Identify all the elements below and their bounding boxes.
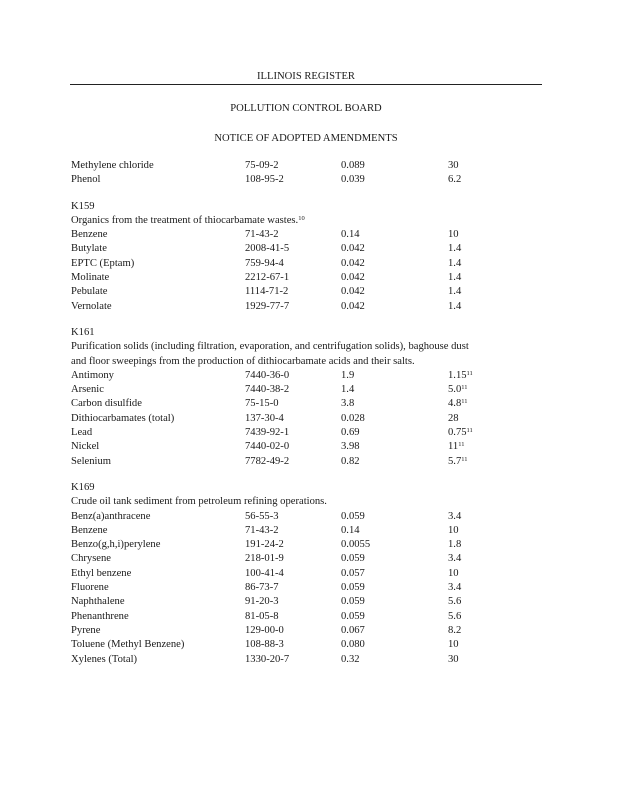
nonwastewater-cell <box>448 567 459 581</box>
section-spacer <box>71 314 546 326</box>
nonwastewater-cell <box>448 510 461 524</box>
nonwastewater-cell <box>448 412 459 426</box>
constituent-name: Fluorene <box>71 582 109 594</box>
nonwastewater-standard: 1.4 <box>448 272 462 284</box>
section-spacer <box>71 188 546 200</box>
constituent-name: Phenol <box>71 174 101 186</box>
constituent-name: Butylate <box>71 243 107 255</box>
wastewater-standard: 0.059 <box>341 582 365 594</box>
cas-number: 7439-92-1 <box>245 427 290 439</box>
constituent-name: Xylenes (Total) <box>71 653 138 665</box>
waste-description <box>71 495 546 509</box>
nonwastewater-standard: 5.6 <box>448 596 462 608</box>
table-row <box>71 581 546 595</box>
nonwastewater-cell <box>448 538 461 552</box>
table-row <box>71 383 546 397</box>
wastewater-standard: 0.059 <box>341 596 365 608</box>
wastewater-standard: 0.042 <box>341 286 365 298</box>
table-row <box>71 369 546 383</box>
constituent-name: Toluene (Methyl Benzene) <box>71 639 185 651</box>
waste-description <box>71 340 546 354</box>
waste-section <box>71 200 546 314</box>
nonwastewater-standard: 1.15 <box>448 369 467 381</box>
constituent-name: Phenanthrene <box>71 610 129 622</box>
wastewater-standard: 0.059 <box>341 610 365 622</box>
wastewater-standard: 0.69 <box>341 427 360 439</box>
wastewater-standard: 0.028 <box>341 412 365 424</box>
cas-number: 75-15-0 <box>245 398 279 410</box>
constituent-name: Dithiocarbamates (total) <box>71 412 175 424</box>
constituent-name: Pebulate <box>71 286 108 298</box>
footnote-marker: 11 <box>466 369 473 377</box>
wastewater-standard: 0.32 <box>341 653 360 665</box>
cas-number: 2212-67-1 <box>245 272 290 284</box>
register-title: ILLINOIS REGISTER <box>257 71 355 82</box>
constituent-name: Vernolate <box>71 300 112 312</box>
nonwastewater-standard: 5.0 <box>448 384 462 396</box>
nonwastewater-standard: 1.4 <box>448 286 462 298</box>
cas-number: 91-20-3 <box>245 596 279 608</box>
table-row <box>71 610 546 624</box>
table-row <box>71 426 546 440</box>
constituent-name: Benzo(g,h,i)perylene <box>71 539 161 551</box>
constituent-name: Carbon disulfide <box>71 398 142 410</box>
nonwastewater-standard: 8.2 <box>448 624 462 636</box>
waste-section <box>71 326 546 469</box>
cas-number: 129-00-0 <box>245 624 284 636</box>
cas-number: 71-43-2 <box>245 229 279 241</box>
nonwastewater-standard: 28 <box>448 412 459 424</box>
nonwastewater-standard: 1.4 <box>448 300 462 312</box>
wastewater-standard: 0.042 <box>341 272 365 284</box>
table-row <box>71 285 546 299</box>
cas-number: 759-94-4 <box>245 257 284 269</box>
cas-number: 86-73-7 <box>245 582 279 594</box>
table-row <box>71 173 546 187</box>
wastewater-standard: 0.042 <box>341 243 365 255</box>
constituent-name: Benzene <box>71 229 108 241</box>
cas-number: 1114-71-2 <box>245 286 289 298</box>
nonwastewater-cell <box>448 581 461 595</box>
cas-number: 108-95-2 <box>245 174 284 186</box>
wastewater-standard: 0.059 <box>341 553 365 565</box>
nonwastewater-cell <box>448 285 461 299</box>
table-row <box>71 228 546 242</box>
table-row <box>71 595 546 609</box>
cas-number: 218-01-9 <box>245 553 284 565</box>
nonwastewater-cell <box>448 595 461 609</box>
nonwastewater-standard: 4.8 <box>448 398 462 410</box>
wastewater-standard: 3.98 <box>341 441 360 453</box>
constituent-name: EPTC (Eptam) <box>71 257 135 269</box>
wastewater-standard: 3.8 <box>341 398 355 410</box>
nonwastewater-cell <box>448 455 468 469</box>
waste-section <box>71 481 546 667</box>
constituent-name: Pyrene <box>71 624 101 636</box>
nonwastewater-cell <box>448 653 459 667</box>
waste-code: K161 <box>71 326 95 338</box>
nonwastewater-standard: 1.4 <box>448 243 462 255</box>
nonwastewater-cell <box>448 610 461 624</box>
nonwastewater-cell <box>448 524 459 538</box>
wastewater-standard: 0.82 <box>341 455 360 467</box>
footnote-marker: 11 <box>466 427 473 435</box>
agency-title: POLLUTION CONTROL BOARD <box>230 103 382 114</box>
nonwastewater-cell <box>448 397 468 411</box>
nonwastewater-standard: 5.6 <box>448 610 462 622</box>
nonwastewater-cell <box>448 173 461 187</box>
wastewater-standard: 0.067 <box>341 624 365 636</box>
table-row <box>71 538 546 552</box>
wastewater-standard: 0.042 <box>341 300 365 312</box>
table-row <box>71 242 546 256</box>
constituent-name: Antimony <box>71 369 114 381</box>
nonwastewater-cell <box>448 426 473 440</box>
constituent-name: Ethyl benzene <box>71 567 132 579</box>
table-row <box>71 524 546 538</box>
cas-number: 7440-36-0 <box>245 369 290 381</box>
cas-number: 137-30-4 <box>245 412 284 424</box>
wastewater-standard: 0.042 <box>341 257 365 269</box>
table-row <box>71 653 546 667</box>
table-row <box>71 638 546 652</box>
footnote-marker: 10 <box>298 214 305 222</box>
table-row <box>71 510 546 524</box>
table-row <box>71 397 546 411</box>
waste-description-text: Purification solids (including filtration, evaporation, and centrifugation solids), baghouse dust <box>71 341 469 353</box>
wastewater-standard: 0.057 <box>341 567 365 579</box>
cas-number: 71-43-2 <box>245 524 279 536</box>
constituent-name: Molinate <box>71 272 110 284</box>
table-row <box>71 624 546 638</box>
constituent-name: Benzene <box>71 524 108 536</box>
nonwastewater-cell <box>448 271 461 285</box>
wastewater-standard: 0.14 <box>341 229 360 241</box>
nonwastewater-standard: 3.4 <box>448 582 462 594</box>
constituent-name: Naphthalene <box>71 596 125 608</box>
nonwastewater-cell <box>448 257 461 271</box>
wastewater-standard: 0.14 <box>341 524 360 536</box>
waste-description-text: Organics from the treatment of thiocarbamate wastes. <box>71 214 299 226</box>
nonwastewater-standard: 10 <box>448 524 459 536</box>
table-row <box>71 455 546 469</box>
nonwastewater-cell <box>448 300 461 314</box>
footnote-marker: 11 <box>458 441 465 449</box>
nonwastewater-standard: 30 <box>448 160 459 171</box>
constituent-name: Arsenic <box>71 384 104 396</box>
nonwastewater-cell <box>448 383 468 397</box>
nonwastewater-cell <box>448 228 459 242</box>
treatment-standards-table <box>71 159 546 667</box>
footnote-marker: 11 <box>461 384 468 392</box>
constituent-name: Nickel <box>71 441 100 453</box>
waste-description <box>71 214 546 228</box>
nonwastewater-cell <box>448 552 461 566</box>
nonwastewater-standard: 10 <box>448 567 459 579</box>
wastewater-standard: 0.080 <box>341 639 365 651</box>
nonwastewater-standard: 1.4 <box>448 257 462 269</box>
cas-number: 1929-77-7 <box>245 300 290 312</box>
nonwastewater-cell <box>448 624 461 638</box>
cas-number: 81-05-8 <box>245 610 279 622</box>
table-row <box>71 552 546 566</box>
nonwastewater-cell <box>448 638 459 652</box>
cas-number: 108-88-3 <box>245 639 284 651</box>
cas-number: 7440-38-2 <box>245 384 290 396</box>
wastewater-standard: 0.089 <box>341 160 365 171</box>
cas-number: 100-41-4 <box>245 567 284 579</box>
footnote-marker: 11 <box>461 398 468 406</box>
cas-number: 7782-49-2 <box>245 455 290 467</box>
table-row <box>71 440 546 454</box>
table-row <box>71 271 546 285</box>
cas-number: 2008-41-5 <box>245 243 290 255</box>
footnote-marker: 11 <box>461 455 468 463</box>
table-row <box>71 300 546 314</box>
waste-code: K159 <box>71 200 95 212</box>
waste-description-text: and floor sweepings from the production of dithiocarbamate acids and their salts. <box>71 355 415 367</box>
nonwastewater-cell <box>448 242 461 256</box>
wastewater-standard: 1.4 <box>341 384 355 396</box>
table-row <box>71 412 546 426</box>
header-rule <box>70 84 542 85</box>
nonwastewater-standard: 10 <box>448 639 459 651</box>
constituent-name: Benz(a)anthracene <box>71 510 151 522</box>
wastewater-standard: 0.059 <box>341 510 365 522</box>
cas-number: 1330-20-7 <box>245 653 290 665</box>
cas-number: 56-55-3 <box>245 510 279 522</box>
nonwastewater-standard: 1.8 <box>448 539 462 551</box>
nonwastewater-standard: 5.7 <box>448 455 462 467</box>
wastewater-standard: 0.0055 <box>341 539 371 551</box>
nonwastewater-standard: 3.4 <box>448 553 462 565</box>
waste-code: K169 <box>71 481 95 493</box>
wastewater-standard: 0.039 <box>341 174 365 186</box>
nonwastewater-cell <box>448 440 464 454</box>
wastewater-standard: 1.9 <box>341 369 355 381</box>
cas-number: 7440-02-0 <box>245 441 290 453</box>
cas-number: 75-09-2 <box>245 160 279 171</box>
constituent-name: Methylene chloride <box>71 160 154 171</box>
nonwastewater-standard: 3.4 <box>448 510 462 522</box>
nonwastewater-cell <box>448 159 459 173</box>
nonwastewater-standard: 6.2 <box>448 174 462 186</box>
waste-description-text: Crude oil tank sediment from petroleum refining operations. <box>71 496 327 508</box>
waste-description <box>71 355 546 369</box>
nonwastewater-standard: 10 <box>448 229 459 241</box>
nonwastewater-cell <box>448 369 473 383</box>
constituent-name: Selenium <box>71 455 112 467</box>
section-spacer <box>71 469 546 481</box>
constituent-name: Lead <box>71 427 93 439</box>
nonwastewater-standard: 0.75 <box>448 427 467 439</box>
nonwastewater-standard: 11 <box>448 441 459 453</box>
table-row <box>71 159 546 173</box>
constituent-name: Chrysene <box>71 553 112 565</box>
notice-title: NOTICE OF ADOPTED AMENDMENTS <box>214 133 398 144</box>
nonwastewater-standard: 30 <box>448 653 459 665</box>
cas-number: 191-24-2 <box>245 539 284 551</box>
table-row <box>71 257 546 271</box>
table-row <box>71 567 546 581</box>
